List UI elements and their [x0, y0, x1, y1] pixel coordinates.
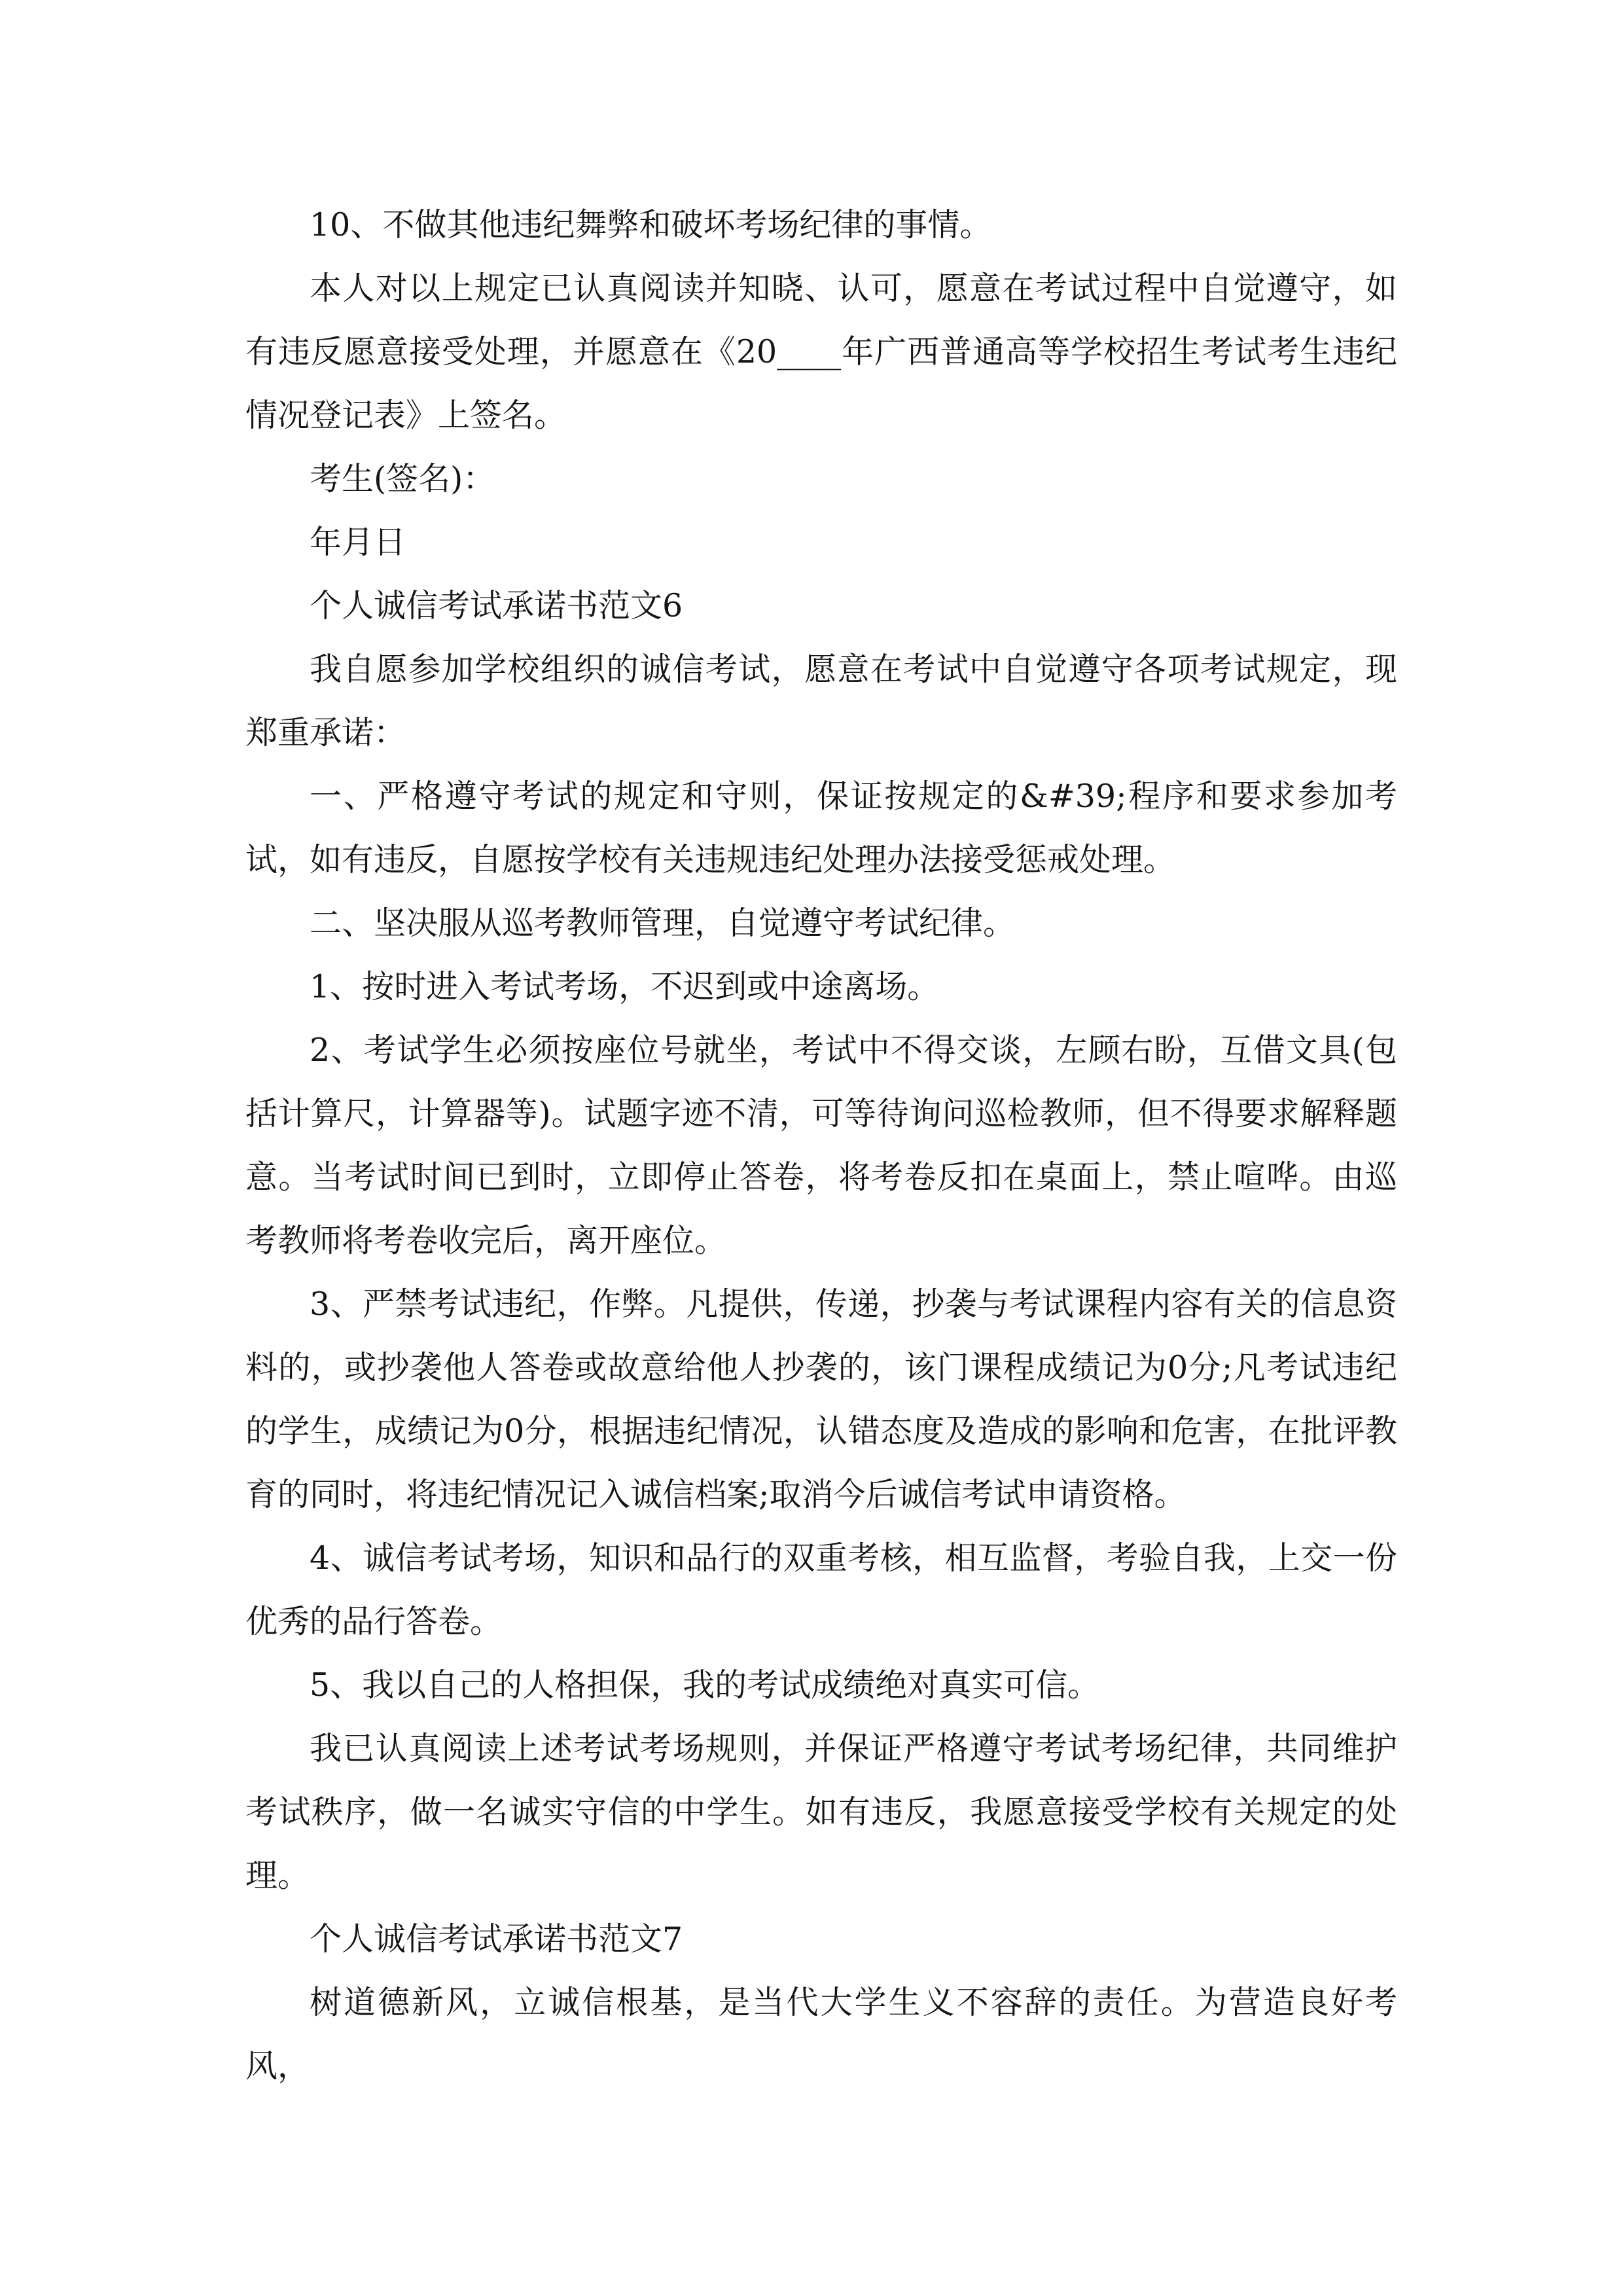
paragraph-rule-10: 10、不做其他违纪舞弊和破坏考场纪律的事情。 [310, 206, 992, 243]
paragraph-intro-7: 树道德新风，立诚信根基，是当代大学生义不容辞的责任。为营造良好考风， [245, 1984, 1397, 2085]
paragraph-intro-6: 我自愿参加学校组织的诚信考试，愿意在考试中自觉遵守各项考试规定，现郑重承诺： [245, 651, 1397, 751]
paragraph-item-2: 2、考试学生必须按座位号就坐，考试中不得交谈，左顾右盼，互借文具(包括计算尺，计算器等)。试题字迹不清，可等待询问巡检教师，但不得要求解释题意。当考试时间已到时，立即停止答卷，将考卷反扣在桌面上，禁止喧哗。由巡考教师将考卷收完后，离开座位。 [245, 1031, 1397, 1259]
section-heading-sample-7: 个人诚信考试承诺书范文7 [310, 1920, 683, 1958]
signature-line: 考生(签名)： [310, 460, 495, 497]
document-body [245, 193, 1397, 2098]
paragraph-pledge-2: 二、坚决服从巡考教师管理，自觉遵守考试纪律。 [310, 905, 1016, 942]
paragraph-pledge-1: 一、严格遵守考试的规定和守则，保证按规定的&#39;程序和要求参加考试，如有违反，自愿按学校有关违规违纪处理办法接受惩戒处理。 [245, 778, 1397, 878]
paragraph-acknowledgement: 本人对以上规定已认真阅读并知晓、认可，愿意在考试过程中自觉遵守，如有违反愿意接受处理，并愿意在《20____年广西普通高等学校招生考试考生违纪情况登记表》上签名。 [245, 270, 1397, 434]
paragraph-item-5: 5、我以自己的人格担保，我的考试成绩绝对真实可信。 [310, 1666, 1100, 1704]
paragraph-closing-6: 我已认真阅读上述考试考场规则，并保证严格遵守考试考场纪律，共同维护考试秩序，做一名诚实守信的中学生。如有违反，我愿意接受学校有关规定的处理。 [245, 1730, 1397, 1894]
paragraph-item-3: 3、严禁考试违纪，作弊。凡提供，传递，抄袭与考试课程内容有关的信息资料的，或抄袭他人答卷或故意给他人抄袭的，该门课程成绩记为0分;凡考试违纪的学生，成绩记为0分，根据违纪情况，认错态度及造成的影响和危害，在批评教育的同时，将违纪情况记入诚信档案;取消今后诚信考试申请资格。 [245, 1285, 1397, 1513]
section-heading-sample-6: 个人诚信考试承诺书范文6 [310, 587, 683, 624]
paragraph-item-1: 1、按时进入考试考场，不迟到或中途离场。 [310, 968, 940, 1005]
paragraph-item-4: 4、诚信考试考场，知识和品行的双重考核，相互监督，考验自我，上交一份优秀的品行答卷。 [245, 1539, 1397, 1640]
date-line: 年月日 [310, 524, 406, 561]
